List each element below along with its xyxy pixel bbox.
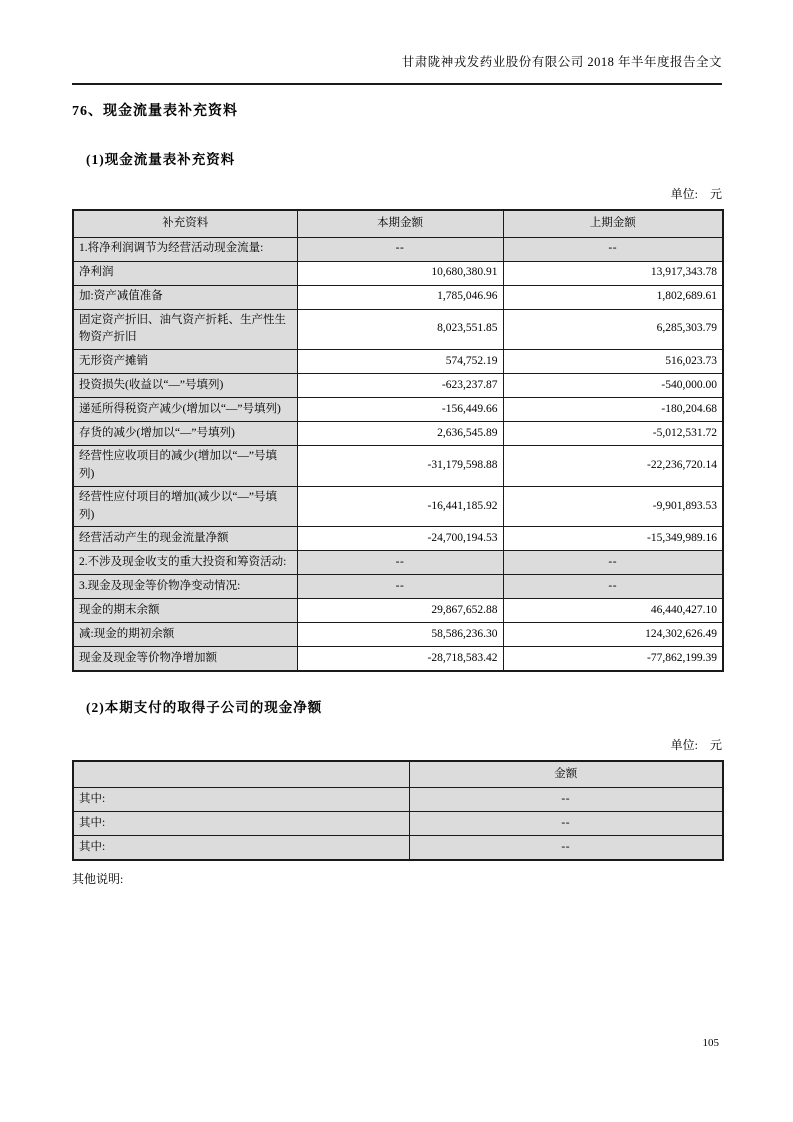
- current-amount: -28,718,583.42: [297, 647, 503, 671]
- subsidiary-table-body: [73, 788, 723, 860]
- prior-amount: -9,901,893.53: [503, 486, 723, 527]
- current-amount: 58,586,236.30: [297, 623, 503, 647]
- table-row: [73, 599, 723, 623]
- table-row: [73, 309, 723, 350]
- prior-amount: -5,012,531.72: [503, 422, 723, 446]
- prior-amount: 516,023.73: [503, 350, 723, 374]
- table-row: [73, 812, 723, 836]
- row-label: 经营性应收项目的减少(增加以“—”号填列): [73, 446, 297, 487]
- table-row: [73, 261, 723, 285]
- table-row: [73, 398, 723, 422]
- column-header-amount: 金额: [409, 761, 723, 788]
- document-header-text: 甘肃陇神戎发药业股份有限公司 2018 年半年度报告全文: [401, 55, 722, 69]
- current-amount: 8,023,551.85: [297, 309, 503, 350]
- prior-amount: -22,236,720.14: [503, 446, 723, 487]
- prior-amount: -15,349,989.16: [503, 527, 723, 551]
- subsidiary-cash-table: [72, 760, 724, 861]
- prior-amount: --: [503, 237, 723, 261]
- row-label: 减:现金的期初余额: [73, 623, 297, 647]
- table-row: [73, 647, 723, 671]
- current-amount: -16,441,185.92: [297, 486, 503, 527]
- current-amount: --: [297, 575, 503, 599]
- part1-unit-line: [72, 185, 722, 202]
- current-amount: -623,237.87: [297, 374, 503, 398]
- prior-amount: --: [503, 551, 723, 575]
- row-label: 其中:: [73, 812, 409, 836]
- row-label: 经营性应付项目的增加(减少以“—”号填列): [73, 486, 297, 527]
- current-amount: 10,680,380.91: [297, 261, 503, 285]
- row-label: 净利润: [73, 261, 297, 285]
- current-amount: 574,752.19: [297, 350, 503, 374]
- current-amount: -156,449.66: [297, 398, 503, 422]
- table-row: [73, 446, 723, 487]
- page-number: 105: [702, 1037, 719, 1049]
- part2-unit-value: 元: [709, 737, 722, 752]
- table-row: [73, 623, 723, 647]
- supplement-table-body: [73, 237, 723, 671]
- row-label: 其中:: [73, 836, 409, 860]
- table-row: [73, 350, 723, 374]
- current-amount: --: [297, 237, 503, 261]
- column-header-prior-amount: 上期金额: [503, 210, 723, 237]
- row-label: 3.现金及现金等价物净变动情况:: [73, 575, 297, 599]
- column-header-empty: [73, 761, 409, 788]
- current-amount: 1,785,046.96: [297, 285, 503, 309]
- row-label: 1.将净利润调节为经营活动现金流量:: [73, 237, 297, 261]
- table-row: [73, 374, 723, 398]
- table-row: [73, 575, 723, 599]
- prior-amount: 1,802,689.61: [503, 285, 723, 309]
- row-label: 投资损失(收益以“—”号填列): [73, 374, 297, 398]
- prior-amount: -77,862,199.39: [503, 647, 723, 671]
- row-label: 无形资产摊销: [73, 350, 297, 374]
- row-label: 存货的减少(增加以“—”号填列): [73, 422, 297, 446]
- table-row: [73, 285, 723, 309]
- row-label: 现金及现金等价物净增加额: [73, 647, 297, 671]
- row-label: 2.不涉及现金收支的重大投资和筹资活动:: [73, 551, 297, 575]
- prior-amount: 46,440,427.10: [503, 599, 723, 623]
- row-label: 递延所得税资产减少(增加以“—”号填列): [73, 398, 297, 422]
- other-note: 其他说明:: [72, 871, 124, 886]
- table-row: [73, 551, 723, 575]
- row-label: 现金的期末余额: [73, 599, 297, 623]
- current-amount: -24,700,194.53: [297, 527, 503, 551]
- row-label: 其中:: [73, 788, 409, 812]
- document-header: [72, 52, 722, 85]
- part1-title: (1)现金流量表补充资料: [86, 152, 236, 167]
- table-row: [73, 527, 723, 551]
- section-title: 76、现金流量表补充资料: [72, 104, 238, 119]
- part1-unit-label: 单位:: [670, 187, 698, 201]
- table-row: [73, 422, 723, 446]
- current-amount: --: [297, 551, 503, 575]
- prior-amount: 6,285,303.79: [503, 309, 723, 350]
- table-header-row: [73, 210, 723, 237]
- current-amount: -31,179,598.88: [297, 446, 503, 487]
- table-row: [73, 836, 723, 860]
- prior-amount: -180,204.68: [503, 398, 723, 422]
- part2-unit-label: 单位:: [670, 737, 698, 752]
- prior-amount: --: [503, 575, 723, 599]
- table-row: [73, 788, 723, 812]
- cash-flow-supplement-table: [72, 209, 724, 672]
- amount-value: --: [409, 812, 723, 836]
- prior-amount: 124,302,626.49: [503, 623, 723, 647]
- row-label: 固定资产折旧、油气资产折耗、生产性生物资产折旧: [73, 309, 297, 350]
- column-header-current-amount: 本期金额: [297, 210, 503, 237]
- current-amount: 29,867,652.88: [297, 599, 503, 623]
- amount-value: --: [409, 788, 723, 812]
- table-row: [73, 486, 723, 527]
- prior-amount: -540,000.00: [503, 374, 723, 398]
- current-amount: 2,636,545.89: [297, 422, 503, 446]
- column-header-supplement-info: 补充资料: [73, 210, 297, 237]
- part1-unit-value: 元: [709, 187, 722, 201]
- table-header-row: [73, 761, 723, 788]
- row-label: 加:资产减值准备: [73, 285, 297, 309]
- table-row: [73, 237, 723, 261]
- prior-amount: 13,917,343.78: [503, 261, 723, 285]
- part2-title: (2)本期支付的取得子公司的现金净额: [86, 699, 323, 715]
- amount-value: --: [409, 836, 723, 860]
- part2-unit-line: [72, 736, 722, 753]
- row-label: 经营活动产生的现金流量净额: [73, 527, 297, 551]
